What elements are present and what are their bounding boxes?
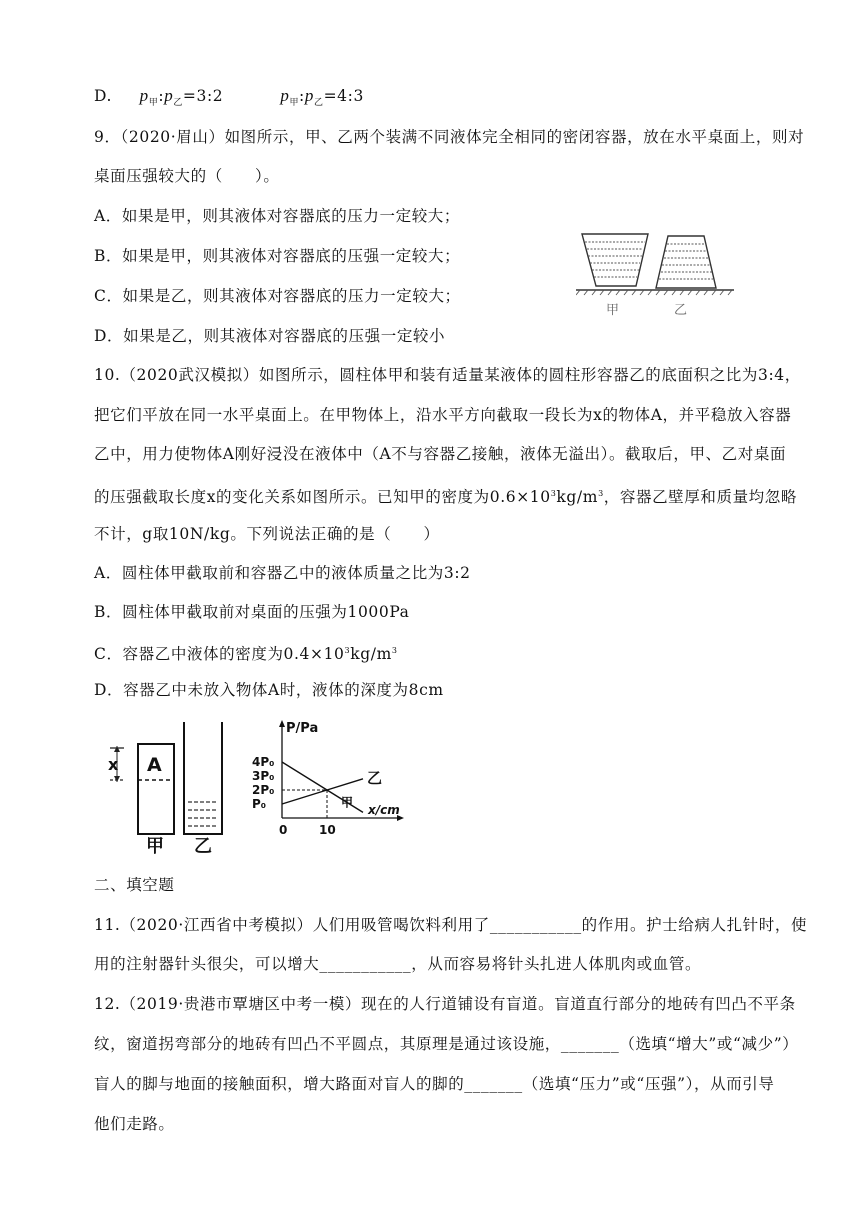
pressure-chart: [252, 720, 404, 837]
q9-stem-line-2: 桌面压强较大的（ ）。: [94, 167, 280, 185]
q10-stem-line-2: 把它们平放在同一水平桌面上。在甲物体上，沿水平方向截取一段长为x的物体A，并平稳放入容器: [94, 406, 792, 424]
y-axis-label: P/Pa: [286, 721, 319, 736]
q12-line-1: 12.（2019·贵港市覃塘区中考一模）现在的人行道铺设有盲道。盲道直行部分的地砖有凹凸不平条: [94, 995, 796, 1013]
q10-figure: [100, 718, 410, 854]
q10-option-c: C．容器乙中液体的密度为$0.4\times 10^3kg/m^3$: [94, 645, 398, 664]
option-letter: D.: [94, 87, 113, 105]
q8-option-d: D. $p_甲:p_乙=3:2$ $p_甲:p_乙=4:3$: [94, 86, 364, 109]
label-jia: 甲: [606, 303, 620, 318]
container-jia: [582, 234, 648, 286]
label-jia-fig10: 甲: [146, 836, 164, 854]
x-tick-label: 10: [319, 823, 336, 837]
y-tick-label: 3P₀: [252, 769, 275, 783]
q11-line-1: 11.（2020·江西省中考模拟）人们用吸管喝饮料利用了___________的作用。护士给病人扎针时，使: [94, 916, 808, 934]
label-yi-fig10: 乙: [194, 836, 212, 854]
q12-line-3: 盲人的脚与地面的接触面积，增大路面对盲人的脚的_______（选填“压力”或“压强”），从而引导: [94, 1075, 775, 1093]
q9-option-c: C．如果是乙，则其液体对容器底的压力一定较大；: [94, 287, 461, 305]
label-x: x: [108, 755, 119, 774]
section-title: 二、填空题: [94, 876, 175, 894]
y-tick-label: 2P₀: [252, 783, 275, 797]
q9-option-a: A．如果是甲，则其液体对容器底的压力一定较大；: [94, 207, 460, 225]
q12-line-4: 他们走路。: [94, 1115, 175, 1133]
q11-line-2: 用的注射器针头很尖，可以增大___________，从而容易将针头扎进人体肌肉或血管。: [94, 955, 702, 973]
q10-option-b: B．圆柱体甲截取前对桌面的压强为1000Pa: [94, 603, 410, 621]
q12-line-2: 纹，窗道拐弯部分的地砖有凹凸不平圆点，其原理是通过该设施，_______（选填“增大”或“减少”）: [94, 1035, 799, 1053]
q10-option-d: D．容器乙中未放入物体A时，液体的深度为8cm: [94, 681, 444, 699]
y-tick-label: P₀: [252, 797, 267, 811]
label-A: A: [147, 754, 162, 776]
q10-stem-line-5: 不计，g取10N/kg。下列说法正确的是（ ）: [94, 525, 440, 543]
q10-stem-line-3: 乙中，用力使物体A刚好浸没在液体中（A不与容器乙接触，液体无溢出）。截取后，甲、乙对桌面: [94, 445, 787, 463]
container-yi-fig10: [184, 722, 222, 854]
q9-option-b: B．如果是甲，则其液体对容器底的压强一定较大；: [94, 247, 461, 265]
q10-option-a: A．圆柱体甲截取前和容器乙中的液体质量之比为3:2: [94, 564, 471, 582]
series-label-jia: 甲: [341, 795, 354, 810]
y-axis-arrow: [279, 720, 285, 727]
q10-stem-line-1: 10.（2020武汉模拟）如图所示，圆柱体甲和装有适量某液体的圆柱形容器乙的底面积之比为3:4，: [94, 366, 801, 384]
q9-containers-figure: [576, 228, 734, 324]
container-yi: [656, 236, 716, 288]
x-axis-label: x/cm: [368, 803, 400, 817]
q10-stem-line-4: 的压强截取长度x的变化关系如图所示。已知甲的密度为$0.6\times 10^3kg/m^3$，容器乙壁厚和质量均忽略: [94, 488, 797, 507]
series-label-yi: 乙: [367, 768, 383, 787]
label-yi: 乙: [674, 303, 688, 318]
q9-option-d: D．如果是乙，则其液体对容器底的压强一定较小: [94, 327, 446, 345]
x-tick-label: 0: [279, 823, 288, 837]
q9-stem-line-1: 9．（2020·眉山）如图所示，甲、乙两个装满不同液体完全相同的密闭容器，放在水平桌面上，则对: [94, 128, 805, 146]
y-tick-label: 4P₀: [252, 755, 275, 769]
cylinder-jia: [108, 744, 174, 854]
